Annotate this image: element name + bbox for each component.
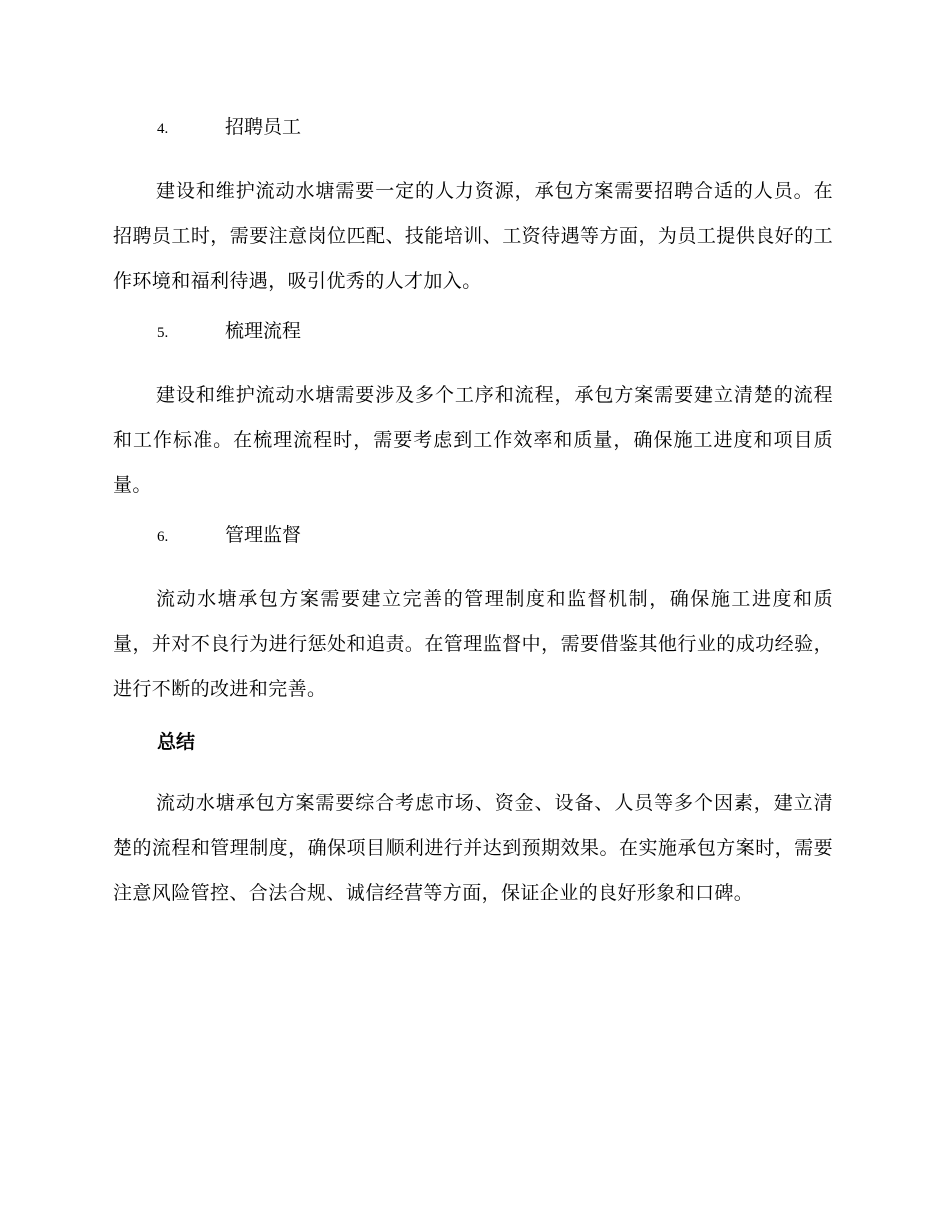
item-heading-4 bbox=[157, 112, 833, 148]
item-number: 6. bbox=[157, 529, 169, 545]
summary-paragraph: 流动水塘承包方案需要综合考虑市场、资金、设备、人员等多个因素，建立清楚的流程和管理制度，确保项目顺利进行并达到预期效果。在实施承包方案时，需要注意风险管控、合法合规、诚信经营等方面，保证企业的良好形象和口碑。 bbox=[113, 792, 833, 904]
item-paragraph: 流动水塘承包方案需要建立完善的管理制度和监督机制，确保施工进度和质量，并对不良行为进行惩处和追责。在管理监督中，需要借鉴其他行业的成功经验，进行不断的改进和完善。 bbox=[113, 588, 833, 700]
item-number: 5. bbox=[157, 325, 169, 341]
item-title: 管理监督 bbox=[225, 524, 302, 546]
document-body bbox=[113, 112, 833, 928]
item-number: 4. bbox=[157, 121, 169, 137]
item-title: 招聘员工 bbox=[225, 116, 302, 138]
item-title: 梳理流程 bbox=[225, 320, 302, 342]
item-heading-5 bbox=[157, 316, 833, 352]
item-paragraph: 建设和维护流动水塘需要一定的人力资源，承包方案需要招聘合适的人员。在招聘员工时，需要注意岗位匹配、技能培训、工资待遇等方面，为员工提供良好的工作环境和福利待遇，吸引优秀的人才加入。 bbox=[113, 180, 833, 292]
summary-heading: 总结 bbox=[157, 731, 196, 753]
item-heading-6 bbox=[157, 520, 833, 556]
item-paragraph: 建设和维护流动水塘需要涉及多个工序和流程，承包方案需要建立清楚的流程和工作标准。在梳理流程时，需要考虑到工作效率和质量，确保施工进度和项目质量。 bbox=[113, 384, 833, 496]
